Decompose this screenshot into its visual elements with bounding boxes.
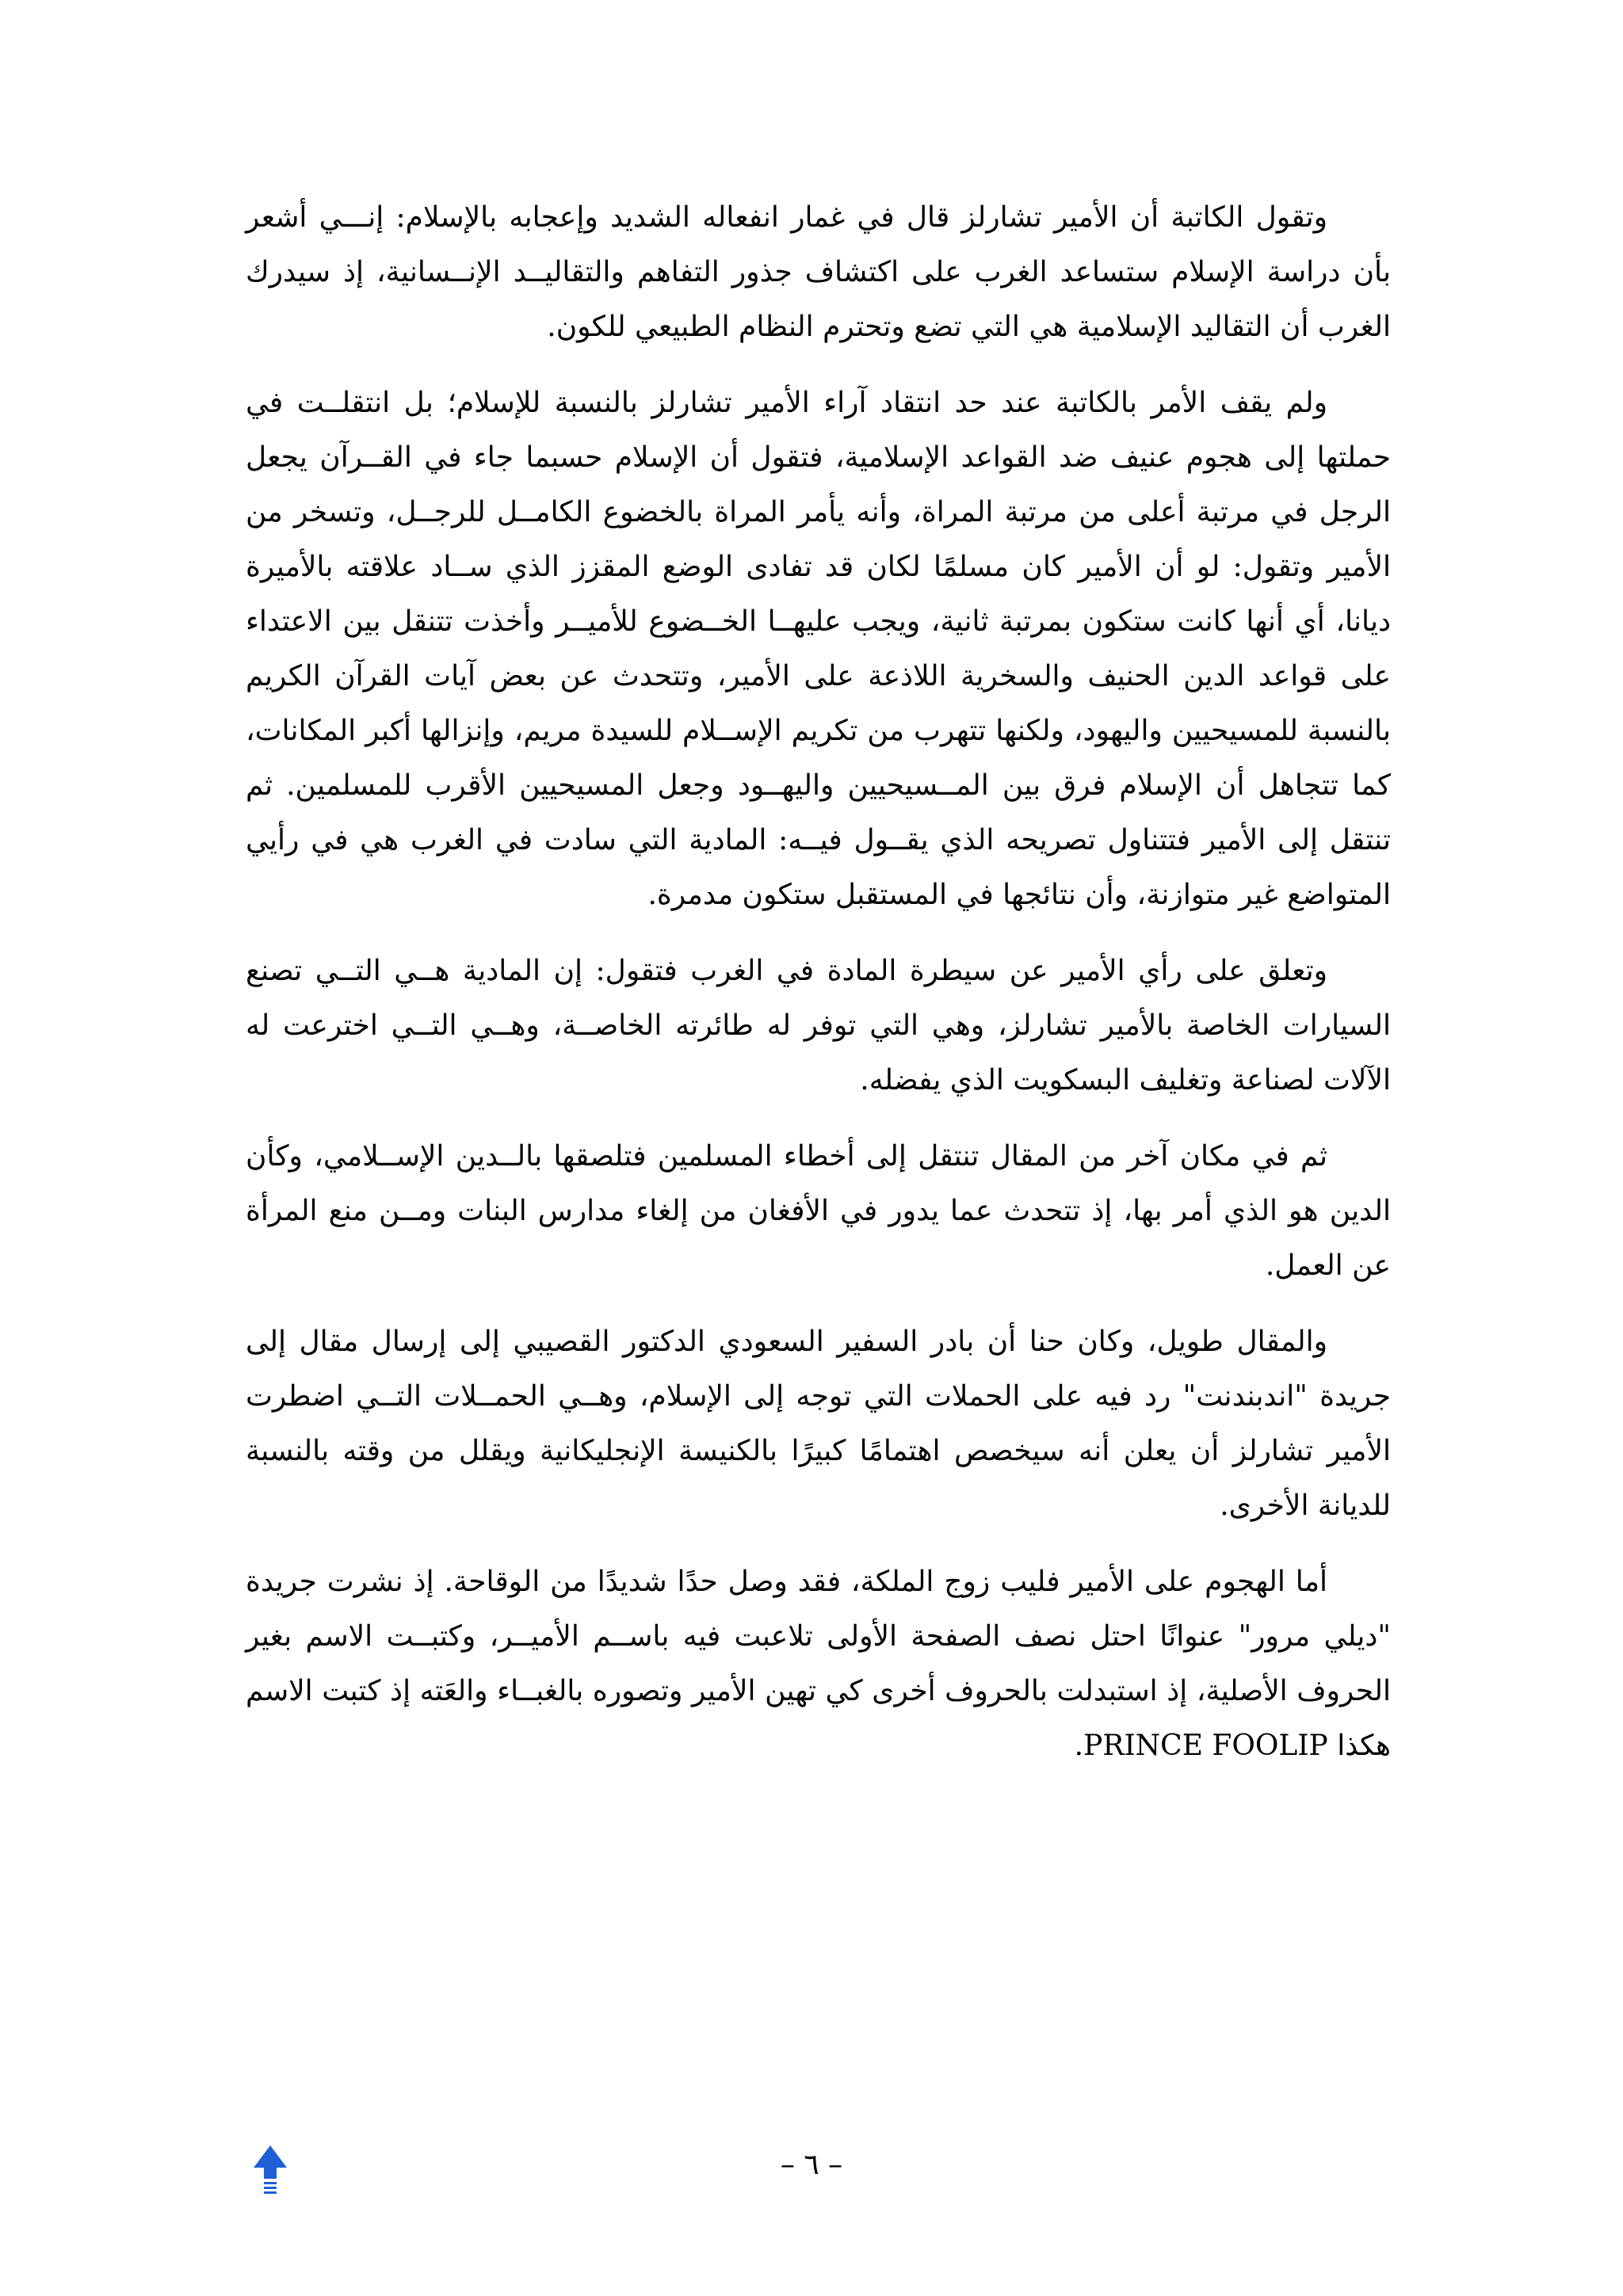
paragraph-4: ثم في مكان آخر من المقال تنتقل إلى أخطاء المسلمين فتلصقها بالــدين الإســلامي، وكأن الدين هو الذي أمر بها، إذ تتحدث عما يدور في الأفغان من إلغاء مدارس البنات ومــن منع المرأة عن العمل. xyxy=(246,1140,1391,1282)
back-to-top-link[interactable] xyxy=(252,2144,288,2199)
up-arrow-icon xyxy=(252,2144,288,2199)
document-body xyxy=(246,190,1391,1794)
paragraph-1: وتقول الكاتبة أن الأمير تشارلز قال في غمار انفعاله الشديد وإعجابه بالإسلام: إنـــي أشعر بأن دراسة الإسلام ستساعد الغرب على اكتشاف جذور التفاهم والتقاليــد الإنــسانية، إذ سيدرك الغرب أن التقاليد الإسلامية هي التي تضع وتحترم النظام الطبيعي للكون. xyxy=(246,201,1391,343)
paragraph-3: وتعلق على رأي الأمير عن سيطرة المادة في الغرب فتقول: إن المادية هــي التــي تصنع السيارات الخاصة بالأمير تشارلز، وهي التي توفر له طائرته الخاصــة، وهــي التــي اخترعت له الآلات لصناعة وتغليف البسكويت الذي يفضله. xyxy=(246,955,1391,1097)
paragraph-5: والمقال طويل، وكان حنا أن بادر السفير السعودي الدكتور القصيبي إلى إرسال مقال إلى جريدة "اندبندنت" رد فيه على الحملات التي توجه إلى الإسلام، وهــي الحمــلات التــي اضطرت الأمير تشارلز أن يعلن أنه سيخصص اهتمامًا كبيرًا بالكنيسة الإنجليكانية ويقلل من وقته بالنسبة للديانة الأخرى. xyxy=(246,1325,1391,1522)
paragraph-6: أما الهجوم على الأمير فليب زوج الملكة، فقد وصل حدًا شديدًا من الوقاحة. إذ نشرت جريدة "ديلي مرور" عنوانًا احتل نصف الصفحة الأولى تلاعبت فيه باســم الأميــر، وكتبــت الاسم بغير الحروف الأصلية، إذ استبدلت بالحروف أخرى كي تهين الأمير وتصوره بالغبــاء والعَته إذ كتبت الاسم هكذا PRINCE FOOLIP. xyxy=(246,1566,1391,1762)
page-number: – ٦ – xyxy=(780,2149,843,2181)
paragraph-2: ولم يقف الأمر بالكاتبة عند حد انتقاد آراء الأمير تشارلز بالنسبة للإسلام؛ بل انتقلــت في حملتها إلى هجوم عنيف ضد القواعد الإسلامية، فتقول أن الإسلام حسبما جاء في القــرآن يجعل الرجل في مرتبة أعلى من مرتبة المراة، وأنه يأمر المراة بالخضوع الكامــل للرجــل، وتسخر من الأمير وتقول: لو أن الأمير كان مسلمًا لكان قد تفادى الوضع المقزز الذي ســاد علاقته بالأميرة ديانا، أي أنها كانت ستكون بمرتبة ثانية، ويجب عليهــا الخــضوع للأميــر وأخذت تتنقل بين الاعتداء على قواعد الدين الحنيف والسخرية اللاذعة على الأمير، وتتحدث عن بعض آيات القرآن الكريم بالنسبة للمسيحيين واليهود، ولكنها تتهرب من تكريم الإســلام للسيدة مريم، وإنزالها أكبر المكانات، كما تتجاهل أن الإسلام فرق بين المــسيحيين واليهــود وجعل المسيحيين الأقرب للمسلمين. ثم تنتقل إلى الأمير فتتناول تصريحه الذي يقــول فيــه: المادية التي سادت في الغرب هي في رأيي المتواضع غير متوازنة، وأن نتائجها في المستقبل ستكون مدمرة. xyxy=(246,387,1391,911)
